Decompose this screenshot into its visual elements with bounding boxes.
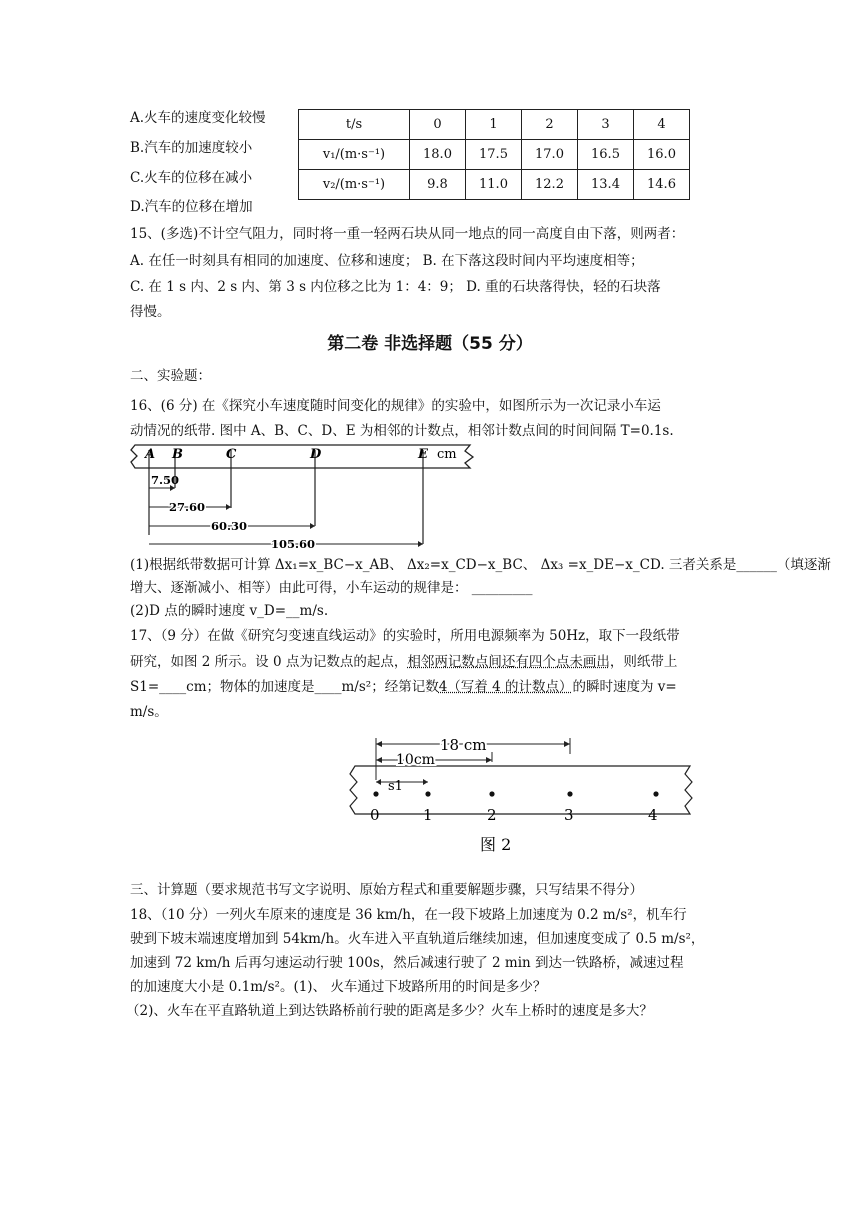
table-cell: 14.6 [634,170,690,200]
tape-measure-label: 105.60 [271,537,316,550]
tape-dot [567,791,572,796]
table-cell: 3 [578,110,634,140]
q18-line3: 加速到 72 km/h 后再匀速运动行驶 100s，然后减速行驶了 2 min 到达一铁路桥，减速过程 [130,955,684,971]
tape-point-label: B [172,447,183,462]
table-cell: v₁/(m·s⁻¹) [299,140,410,170]
q17-line4: m/s。 [130,704,168,720]
table-row [299,140,690,170]
tape-point-label: D [310,447,322,462]
table-cell: 1 [466,110,522,140]
q17-line3 [130,677,677,697]
table-cell: 18.0 [410,140,466,170]
tape-measure-label: 7.50 [151,473,180,487]
tape-dot [653,791,658,796]
q16-line3: (1)根据纸带数据可计算 Δx₁=x_BC−x_AB、 Δx₂=x_CD−x_BC、 Δx₃ =x_DE−x_CD. 三者关系是______（填逐渐 [130,557,831,573]
tape-dot [489,791,494,796]
q17-line2 [130,652,677,672]
figure-2 [340,730,700,860]
q17-text: S1=____cm；物体的加速度是____m/s²；经第记数 [130,679,439,695]
q16-line1: 16、(6 分) 在《探究小车速度随时间变化的规律》的实验中，如图所示为一次记录小车运 [130,398,661,414]
figure-caption: 图 2 [480,835,512,854]
table-cell: 11.0 [466,170,522,200]
q17-line1: 17、（9 分）在做《研究匀变速直线运动》的实验时，所用电源频率为 50Hz，取下一段纸带 [130,628,680,644]
tape-point-label: 2 [487,806,497,824]
tape-point-label: 0 [370,806,380,824]
q16-line4: 增大、逐渐减小、相等）由此可得，小车运动的规律是： _________ [130,580,533,596]
table-cell: 16.0 [634,140,690,170]
q18-line2: 驶到下坡末端速度增加到 54km/h。火车进入平直轨道后继续加速，但加速度变成了 0.5 m/s²， [130,931,705,947]
tape-unit-label: cm [437,447,457,462]
table-cell: 17.5 [466,140,522,170]
tape-point-label: E [418,447,428,462]
table-cell: t/s [299,110,410,140]
table-cell: 0 [410,110,466,140]
tape-point-label: C [226,447,237,462]
q14-option-d: D.汽车的位移在增加 [130,199,253,215]
q16-line2: 动情况的纸带. 图中 A、B、C、D、E 为相邻的计数点，相邻计数点间的时间间隔 T=0.1s. [130,423,674,439]
q14-option-c: C.火车的位移在减小 [130,170,253,186]
q14-option-b: B.汽车的加速度较小 [130,140,253,156]
q17-emphasis: 4（写着 4 的计数点） [438,679,573,695]
tape-dot [373,791,378,796]
experiment-heading: 二、实验题： [130,368,211,384]
table-cell: 2 [522,110,578,140]
q17-text: 的瞬时速度为 v= [572,679,677,695]
q14-option-a: A.火车的速度变化较慢 [130,110,266,126]
tape-point-label: A [145,447,156,462]
table-cell: 9.8 [410,170,466,200]
q18-line5: （2)、火车在平直路轨道上到达铁路桥前行驶的距离是多少？火车上桥时的速度是多大？ [126,1003,653,1019]
table-cell: 12.2 [522,170,578,200]
calc-heading: 三、计算题（要求规范书写文字说明、原始方程式和重要解题步骤，只写结果不得分） [130,882,643,898]
table-cell: 4 [634,110,690,140]
tape-point-label: 1 [423,806,433,824]
table-cell: 17.0 [522,140,578,170]
dimension-label-18cm: 18 cm [440,736,487,754]
q17-emphasis: 相邻两记数点间还有四个点未画出 [407,654,610,670]
q17-text: 研究，如图 2 所示。设 0 点为记数点的起点， [130,654,408,670]
q15-line4: 得慢。 [130,304,171,320]
tape-point-label: 4 [648,806,658,824]
q17-text: ，则纸带上 [609,654,678,670]
table-cell: 16.5 [578,140,634,170]
dimension-label-10cm: 10cm [396,752,435,768]
table-cell: 13.4 [578,170,634,200]
velocity-table [298,109,690,200]
tape-point-label: 3 [564,806,574,824]
tape-measure-label: 27.60 [169,500,206,514]
q15-line3: C. 在 1 s 内、2 s 内、第 3 s 内位移之比为 1：4：9； D. 重的石块落得快，轻的石块落 [130,279,661,295]
q18-line1: 18、（10 分）一列火车原来的速度是 36 km/h，在一段下坡路上加速度为 0.2 m/s²，机车行 [130,907,687,923]
table-cell: v₂/(m·s⁻¹) [299,170,410,200]
paper-tape-figure [125,440,485,550]
q15-stem: 15、(多选)不计空气阻力，同时将一重一轻两石块从同一地点的同一高度自由下落，则两者： [130,226,685,242]
table-row [299,170,690,200]
table-row [299,110,690,140]
q15-line2: A. 在任一时刻具有相同的加速度、位移和速度； B. 在下落这段时间内平均速度相等； [130,253,644,269]
tape-dot [425,791,430,796]
tape-measure-label: 60.30 [211,519,248,533]
q16-line5: (2)D 点的瞬时速度 v_D=__m/s. [130,603,329,619]
dimension-label-s1: s1 [388,779,403,794]
q18-line4: 的加速度大小是 0.1m/s²。(1)、 火车通过下坡路所用的时间是多少？ [130,979,547,995]
section-title: 第二卷 非选择题（55 分） [327,334,533,354]
